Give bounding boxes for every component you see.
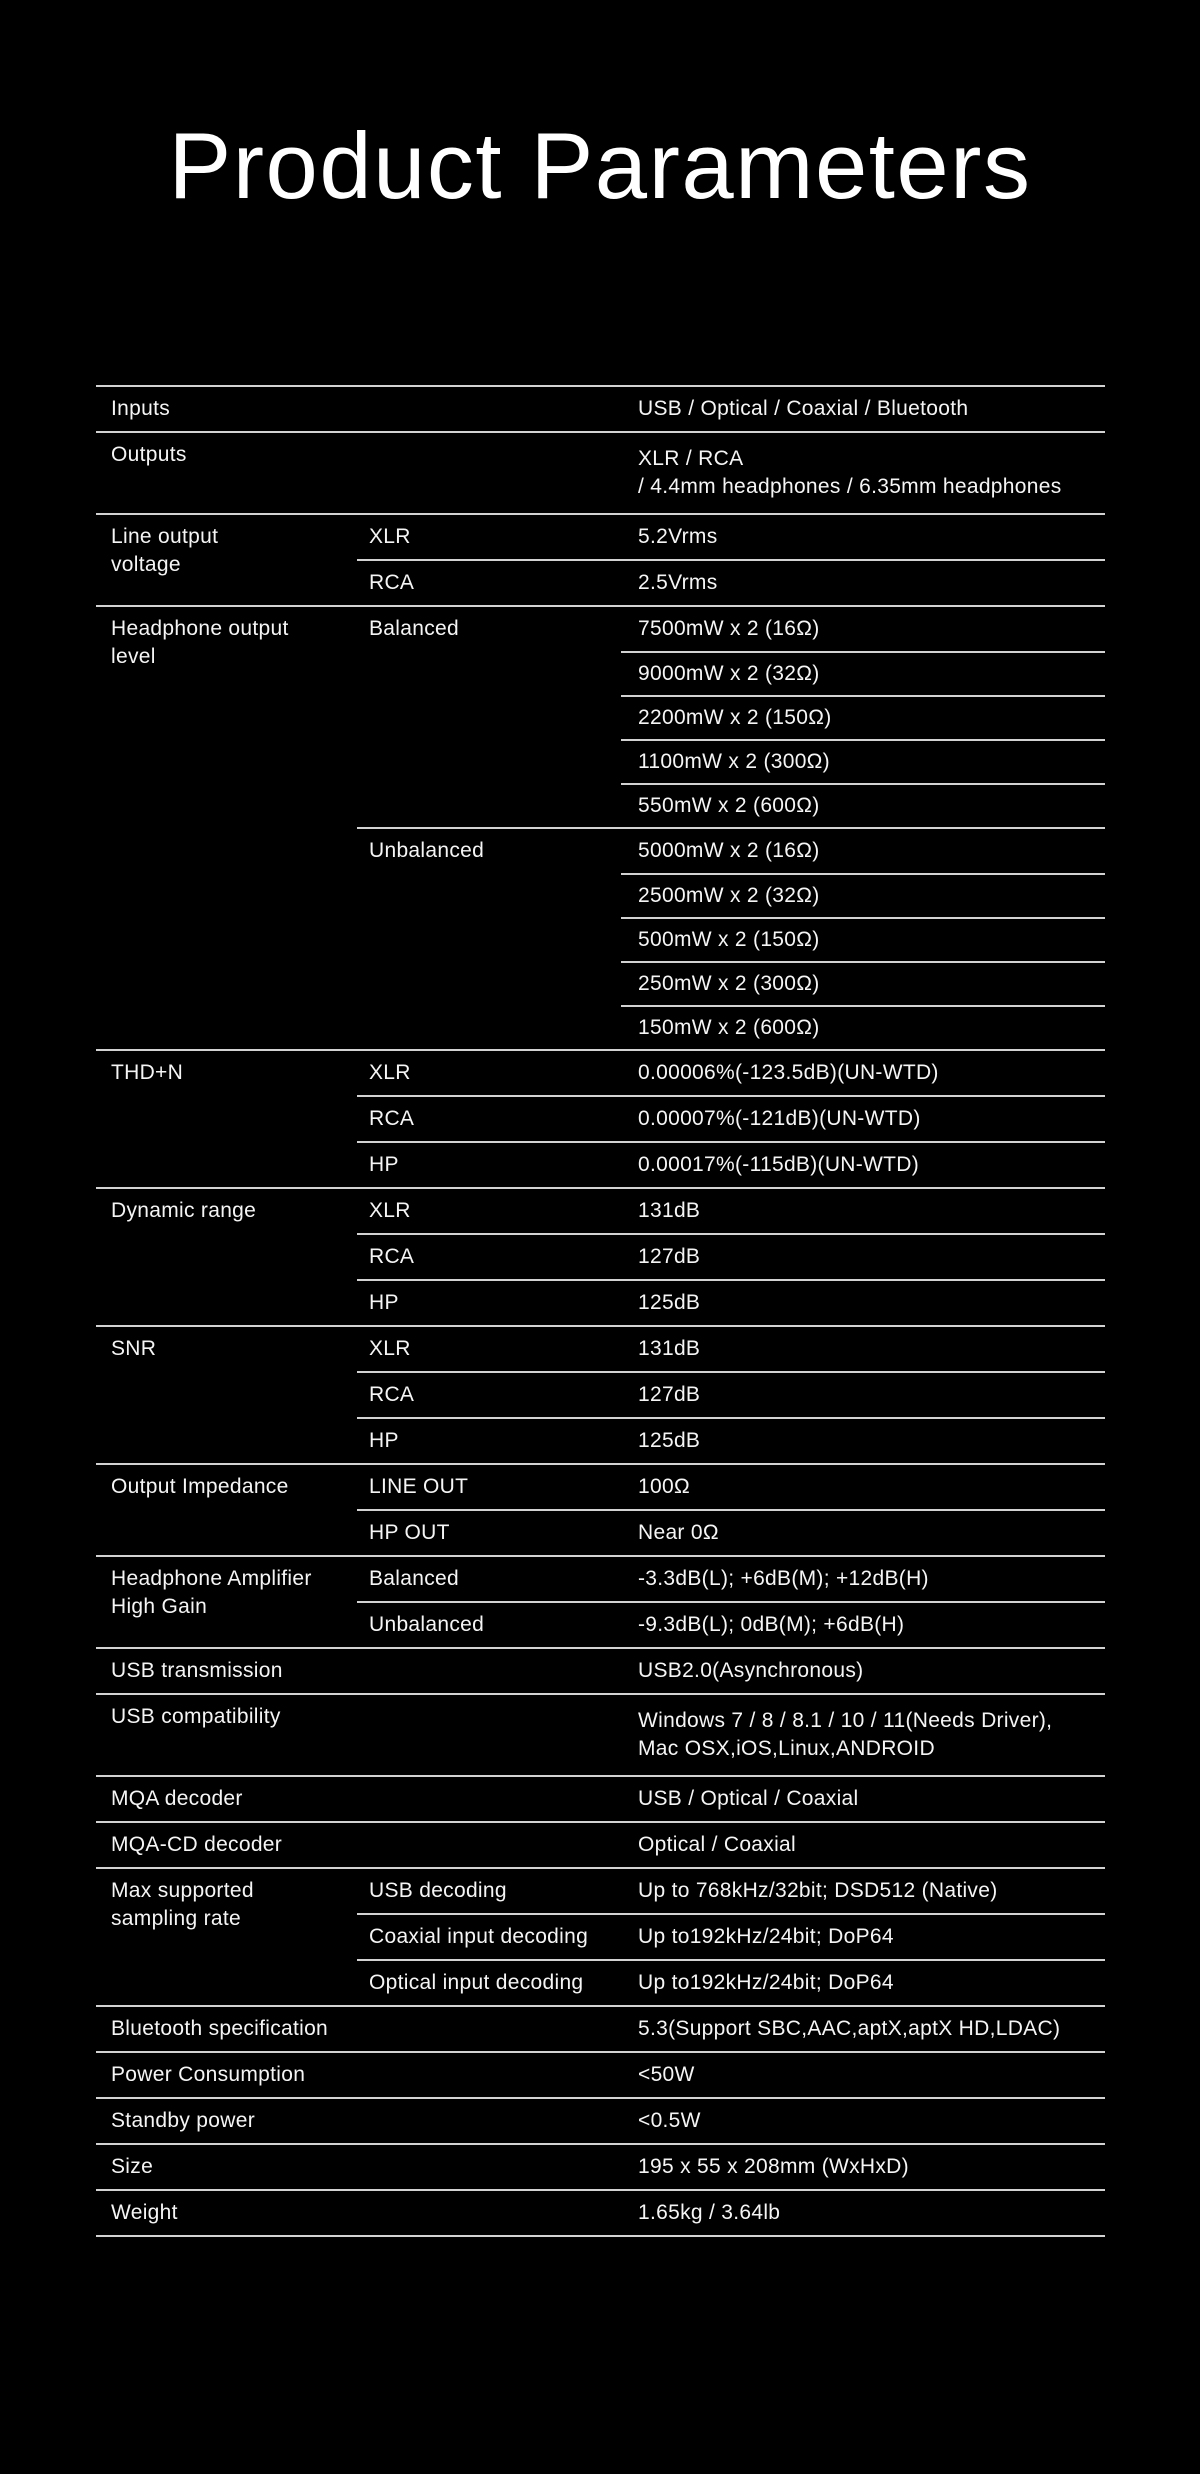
spec-values <box>621 2191 1105 2235</box>
spec-values <box>621 1777 1105 1821</box>
spec-value <box>621 2053 1105 2097</box>
spec-group-rows <box>357 2007 1105 2051</box>
spec-group-label-line: level <box>111 645 156 668</box>
spec-sub-label <box>357 387 621 431</box>
spec-group <box>96 431 1105 513</box>
spec-value <box>621 783 1105 827</box>
spec-subrow <box>357 827 1105 1049</box>
spec-value-line: 9000mW x 2 (32Ω) <box>638 662 820 685</box>
spec-sub-label <box>357 2053 621 2097</box>
spec-group <box>96 2051 1105 2097</box>
spec-group-rows <box>357 433 1105 513</box>
spec-value-line: 550mW x 2 (600Ω) <box>638 794 820 817</box>
spec-value-line: 250mW x 2 (300Ω) <box>638 972 820 995</box>
spec-subrow <box>357 1189 1105 1233</box>
spec-value-line: 125dB <box>638 1429 701 1452</box>
spec-subrow <box>357 1695 1105 1775</box>
spec-value-line: 125dB <box>638 1291 701 1314</box>
spec-values <box>621 1511 1105 1555</box>
spec-group-label <box>96 2007 357 2051</box>
spec-group <box>96 513 1105 605</box>
spec-values <box>621 1557 1105 1601</box>
spec-value-line: 127dB <box>638 1245 701 1268</box>
spec-values <box>621 1143 1105 1187</box>
spec-group-label <box>96 1051 357 1187</box>
spec-group-label-line: MQA decoder <box>111 1787 243 1810</box>
spec-group-label-line: Bluetooth specification <box>111 2017 329 2040</box>
spec-group-label-line: USB compatibility <box>111 1705 281 1728</box>
spec-sub-label: XLR <box>369 1337 411 1360</box>
spec-values <box>621 1281 1105 1325</box>
spec-value-line: 150mW x 2 (600Ω) <box>638 1016 820 1039</box>
spec-value <box>621 961 1105 1005</box>
spec-value <box>621 2145 1105 2189</box>
spec-value <box>621 1869 1105 1913</box>
spec-group-rows <box>357 2145 1105 2189</box>
spec-group-label-line: Weight <box>111 2201 178 2224</box>
spec-sub-label <box>357 1777 621 1821</box>
spec-sub-label: HP <box>369 1291 399 1314</box>
spec-subrow <box>357 1233 1105 1279</box>
spec-group-label-line: sampling rate <box>111 1907 241 1930</box>
page-title: Product Parameters <box>168 113 1032 218</box>
spec-value <box>621 1777 1105 1821</box>
spec-value <box>621 829 1105 873</box>
spec-value-line: 2200mW x 2 (150Ω) <box>638 706 832 729</box>
spec-group <box>96 605 1105 1049</box>
spec-values <box>621 1869 1105 1913</box>
spec-subrow <box>357 1327 1105 1371</box>
spec-group <box>96 1049 1105 1187</box>
spec-values <box>621 1419 1105 1463</box>
spec-sub-label: RCA <box>369 1107 415 1130</box>
spec-values <box>621 2145 1105 2189</box>
spec-group-label-line: THD+N <box>111 1061 184 1084</box>
spec-subrow <box>357 1051 1105 1095</box>
spec-group <box>96 1555 1105 1647</box>
spec-subrow <box>357 2145 1105 2189</box>
spec-sub-label: XLR <box>369 1199 411 1222</box>
spec-group-label <box>96 2053 357 2097</box>
spec-value <box>621 1419 1105 1463</box>
spec-value-line: Up to192kHz/24bit; DoP64 <box>638 1925 894 1948</box>
spec-value-line: USB / Optical / Coaxial <box>638 1787 859 1810</box>
spec-subrow <box>357 1959 1105 2005</box>
spec-group-rows <box>357 1823 1105 1867</box>
spec-values <box>621 1189 1105 1233</box>
spec-value-line: <50W <box>638 2063 695 2086</box>
spec-values <box>621 1327 1105 1371</box>
spec-value <box>621 1603 1105 1647</box>
spec-subrow <box>357 1913 1105 1959</box>
spec-value-line: Up to 768kHz/32bit; DSD512 (Native) <box>638 1879 998 1902</box>
spec-value <box>621 1511 1105 1555</box>
spec-value-line: Mac OSX,iOS,Linux,ANDROID <box>638 1737 935 1760</box>
spec-subrow <box>357 387 1105 431</box>
spec-sub-label <box>357 2145 621 2189</box>
spec-subrow <box>357 1557 1105 1601</box>
spec-values <box>621 1603 1105 1647</box>
spec-group-rows <box>357 1695 1105 1775</box>
spec-sub-label <box>357 2191 621 2235</box>
spec-group-label-line: Inputs <box>111 397 171 420</box>
spec-group-label-line: Outputs <box>111 443 187 466</box>
spec-subrow <box>357 1869 1105 1913</box>
spec-value <box>621 1557 1105 1601</box>
spec-group-label-line: High Gain <box>111 1595 208 1618</box>
spec-group-rows <box>357 1051 1105 1187</box>
spec-values <box>621 1823 1105 1867</box>
spec-sub-label: Balanced <box>369 617 459 640</box>
spec-value-line: USB2.0(Asynchronous) <box>638 1659 864 1682</box>
spec-subrow <box>357 1141 1105 1187</box>
spec-subrow <box>357 433 1105 513</box>
spec-group <box>96 385 1105 431</box>
spec-value <box>621 1961 1105 2005</box>
spec-group <box>96 1775 1105 1821</box>
spec-values <box>621 1695 1105 1775</box>
spec-group-label-line: Line output <box>111 525 219 548</box>
spec-values <box>621 1915 1105 1959</box>
spec-group-label-line: Output Impedance <box>111 1475 289 1498</box>
spec-group-rows <box>357 515 1105 605</box>
spec-group-label <box>96 1557 357 1647</box>
spec-sub-label <box>357 1649 621 1693</box>
spec-values <box>621 829 1105 1049</box>
spec-subrow <box>357 1601 1105 1647</box>
spec-value <box>621 2099 1105 2143</box>
spec-group-label <box>96 2099 357 2143</box>
spec-sub-label: HP OUT <box>369 1521 450 1544</box>
spec-group-label-line: MQA-CD decoder <box>111 1833 283 1856</box>
spec-table <box>96 385 1105 2237</box>
spec-group-label-line: Max supported <box>111 1879 254 1902</box>
spec-subrow <box>357 1777 1105 1821</box>
spec-value-line: -3.3dB(L); +6dB(M); +12dB(H) <box>638 1567 929 1590</box>
spec-value-line: 0.00017%(-115dB)(UN-WTD) <box>638 1153 920 1176</box>
spec-group <box>96 1867 1105 2005</box>
spec-value-line: 0.00006%(-123.5dB)(UN-WTD) <box>638 1061 939 1084</box>
spec-group-rows <box>357 1649 1105 1693</box>
spec-value-line: USB / Optical / Coaxial / Bluetooth <box>638 397 969 420</box>
spec-value <box>621 695 1105 739</box>
spec-value-line: Near 0Ω <box>638 1521 719 1544</box>
spec-group <box>96 2143 1105 2189</box>
spec-group-rows <box>357 2053 1105 2097</box>
spec-subrow <box>357 2099 1105 2143</box>
spec-value-line: 5.2Vrms <box>638 525 718 548</box>
spec-group-label <box>96 1823 357 1867</box>
spec-sub-label: HP <box>369 1153 399 1176</box>
spec-values <box>621 1961 1105 2005</box>
spec-group-rows <box>357 387 1105 431</box>
spec-value-line: Windows 7 / 8 / 8.1 / 10 / 11(Needs Driver), <box>638 1709 1053 1732</box>
spec-value-line: -9.3dB(L); 0dB(M); +6dB(H) <box>638 1613 905 1636</box>
spec-group <box>96 2097 1105 2143</box>
spec-values <box>621 1373 1105 1417</box>
spec-sub-label <box>357 2007 621 2051</box>
spec-group <box>96 1463 1105 1555</box>
spec-sub-label: RCA <box>369 1383 415 1406</box>
spec-subrow <box>357 559 1105 605</box>
spec-value-line: 500mW x 2 (150Ω) <box>638 928 820 951</box>
spec-subrow <box>357 2053 1105 2097</box>
spec-values <box>621 1465 1105 1509</box>
spec-subrow <box>357 515 1105 559</box>
spec-sub-label: XLR <box>369 525 411 548</box>
spec-group-label <box>96 1695 357 1775</box>
spec-sub-label: Balanced <box>369 1567 459 1590</box>
spec-group-label <box>96 1777 357 1821</box>
spec-group-rows <box>357 1777 1105 1821</box>
spec-value-line: 7500mW x 2 (16Ω) <box>638 617 820 640</box>
spec-sub-label: XLR <box>369 1061 411 1084</box>
spec-value <box>621 651 1105 695</box>
spec-value <box>621 433 1105 513</box>
spec-group-label-line: Power Consumption <box>111 2063 306 2086</box>
page-header <box>0 0 1200 385</box>
spec-group-label <box>96 1869 357 2005</box>
spec-group-label-line: Dynamic range <box>111 1199 257 1222</box>
spec-value-line: <0.5W <box>638 2109 701 2132</box>
spec-values <box>621 387 1105 431</box>
spec-subrow <box>357 1649 1105 1693</box>
spec-value <box>621 1465 1105 1509</box>
spec-sub-label: RCA <box>369 1245 415 1268</box>
spec-value-line: 100Ω <box>638 1475 690 1498</box>
spec-group <box>96 1187 1105 1325</box>
spec-values <box>621 433 1105 513</box>
spec-values <box>621 1051 1105 1095</box>
spec-subrow <box>357 607 1105 827</box>
spec-sub-label: Optical input decoding <box>369 1971 584 1994</box>
spec-sub-label: Unbalanced <box>369 839 485 862</box>
spec-value-line: 5000mW x 2 (16Ω) <box>638 839 820 862</box>
spec-value <box>621 873 1105 917</box>
spec-value <box>621 2007 1105 2051</box>
spec-value <box>621 1005 1105 1049</box>
spec-group-rows <box>357 1189 1105 1325</box>
spec-group-label <box>96 433 357 513</box>
spec-group-rows <box>357 1465 1105 1555</box>
spec-value-line: 127dB <box>638 1383 701 1406</box>
spec-subrow <box>357 1823 1105 1867</box>
spec-value-line: 195 x 55 x 208mm (WxHxD) <box>638 2155 909 2178</box>
spec-group-label <box>96 607 357 1049</box>
spec-sub-label: Coaxial input decoding <box>369 1925 589 1948</box>
spec-group-label <box>96 2145 357 2189</box>
spec-value-line: 0.00007%(-121dB)(UN-WTD) <box>638 1107 921 1130</box>
spec-values <box>621 1235 1105 1279</box>
spec-values <box>621 1097 1105 1141</box>
spec-sub-label: LINE OUT <box>369 1475 469 1498</box>
spec-subrow <box>357 1279 1105 1325</box>
spec-value <box>621 387 1105 431</box>
spec-group-label-line: SNR <box>111 1337 157 1360</box>
spec-subrow <box>357 1095 1105 1141</box>
spec-value <box>621 1649 1105 1693</box>
spec-value-line: Optical / Coaxial <box>638 1833 796 1856</box>
spec-group-label <box>96 515 357 605</box>
spec-group-label <box>96 1327 357 1463</box>
spec-group-rows <box>357 607 1105 1049</box>
spec-value <box>621 561 1105 605</box>
spec-group-rows <box>357 1327 1105 1463</box>
spec-sub-label <box>357 433 621 513</box>
spec-value <box>621 1915 1105 1959</box>
spec-sub-label: HP <box>369 1429 399 1452</box>
spec-value-line: 131dB <box>638 1337 701 1360</box>
spec-group <box>96 2005 1105 2051</box>
spec-value-line: Up to192kHz/24bit; DoP64 <box>638 1971 894 1994</box>
spec-group-label-line: Standby power <box>111 2109 255 2132</box>
spec-group-label <box>96 1189 357 1325</box>
spec-values <box>621 515 1105 559</box>
spec-group-rows <box>357 2191 1105 2235</box>
spec-group-rows <box>357 2099 1105 2143</box>
spec-value-line: 1.65kg / 3.64lb <box>638 2201 781 2224</box>
spec-value <box>621 515 1105 559</box>
spec-group <box>96 1693 1105 1775</box>
spec-value-line: XLR / RCA <box>638 447 744 470</box>
spec-group-rows <box>357 1869 1105 2005</box>
spec-group-label-line: Size <box>111 2155 154 2178</box>
spec-values <box>621 2007 1105 2051</box>
spec-sub-label: RCA <box>369 571 415 594</box>
spec-value <box>621 1143 1105 1187</box>
spec-value-line: 1100mW x 2 (300Ω) <box>638 750 830 773</box>
spec-sub-label: USB decoding <box>369 1879 507 1902</box>
spec-value <box>621 1051 1105 1095</box>
spec-values <box>621 607 1105 827</box>
spec-value <box>621 1373 1105 1417</box>
spec-subrow <box>357 1509 1105 1555</box>
spec-sub-label <box>357 1695 621 1775</box>
spec-values <box>621 1649 1105 1693</box>
spec-value <box>621 1695 1105 1775</box>
spec-group-label <box>96 1465 357 1555</box>
spec-subrow <box>357 1465 1105 1509</box>
spec-value-line: 2.5Vrms <box>638 571 718 594</box>
spec-values <box>621 561 1105 605</box>
spec-group <box>96 2189 1105 2235</box>
spec-value <box>621 1281 1105 1325</box>
spec-values <box>621 2053 1105 2097</box>
spec-value <box>621 739 1105 783</box>
spec-subrow <box>357 2007 1105 2051</box>
spec-group-label-line: Headphone Amplifier <box>111 1567 312 1590</box>
spec-value <box>621 1097 1105 1141</box>
spec-value-line: / 4.4mm headphones / 6.35mm headphones <box>638 475 1062 498</box>
spec-group-label <box>96 2191 357 2235</box>
spec-value-line: 5.3(Support SBC,AAC,aptX,aptX HD,LDAC) <box>638 2017 1061 2040</box>
spec-group-label <box>96 1649 357 1693</box>
spec-group <box>96 1647 1105 1693</box>
spec-sub-label: Unbalanced <box>369 1613 485 1636</box>
spec-value-line: 2500mW x 2 (32Ω) <box>638 884 820 907</box>
spec-sub-label <box>357 2099 621 2143</box>
spec-value <box>621 607 1105 651</box>
spec-group <box>96 1821 1105 1867</box>
spec-group-label-line: USB transmission <box>111 1659 283 1682</box>
spec-subrow <box>357 2191 1105 2235</box>
spec-group-label-line: Headphone output <box>111 617 289 640</box>
spec-value <box>621 2191 1105 2235</box>
spec-value <box>621 1189 1105 1233</box>
spec-group <box>96 1325 1105 1463</box>
spec-value <box>621 917 1105 961</box>
spec-value <box>621 1327 1105 1371</box>
spec-value-line: 131dB <box>638 1199 701 1222</box>
spec-values <box>621 2099 1105 2143</box>
spec-group-label <box>96 387 357 431</box>
spec-sub-label <box>357 1823 621 1867</box>
spec-group-label-line: voltage <box>111 553 181 576</box>
spec-value <box>621 1823 1105 1867</box>
spec-group-rows <box>357 1557 1105 1647</box>
spec-subrow <box>357 1417 1105 1463</box>
spec-subrow <box>357 1371 1105 1417</box>
spec-value <box>621 1235 1105 1279</box>
